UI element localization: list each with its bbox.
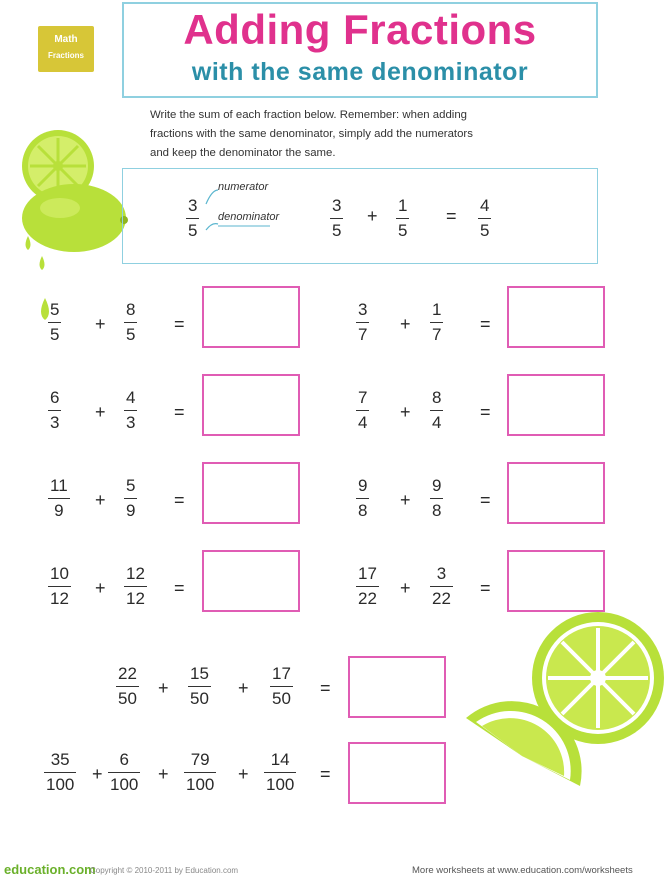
denominator: 5	[188, 221, 198, 240]
numerator: 35	[50, 750, 70, 769]
example-fraction-b	[396, 196, 409, 241]
numerator: 12	[126, 564, 145, 583]
numerator: 6	[50, 388, 60, 407]
denominator: 100	[186, 775, 215, 794]
numerator: 7	[358, 388, 368, 407]
numerator: 9	[432, 476, 442, 495]
numerator: 10	[50, 564, 69, 583]
fraction	[124, 564, 147, 609]
fraction-bar	[188, 686, 211, 687]
denominator: 50	[272, 689, 291, 708]
denominator: 9	[126, 501, 136, 520]
education-logo[interactable]: education.com	[4, 862, 96, 877]
fraction-bar	[48, 586, 71, 587]
fraction-bar	[48, 410, 61, 411]
denominator: 8	[432, 501, 442, 520]
fraction	[430, 564, 453, 609]
answer-box[interactable]	[507, 286, 605, 348]
denominator: 3	[126, 413, 136, 432]
numerator: 5	[50, 300, 60, 319]
fraction-bar	[330, 218, 343, 219]
numerator: 9	[358, 476, 368, 495]
fraction	[430, 388, 443, 433]
fraction	[116, 664, 139, 709]
denominator: 4	[358, 413, 368, 432]
answer-box[interactable]	[202, 374, 300, 436]
fraction-bar	[48, 322, 61, 323]
plus-sign: +	[95, 490, 106, 510]
fraction-bar	[478, 218, 491, 219]
fraction	[356, 388, 369, 433]
numerator: 15	[190, 664, 209, 683]
denominator: 12	[50, 589, 69, 608]
denominator: 100	[46, 775, 75, 794]
equals-sign: =	[174, 314, 185, 334]
answer-box[interactable]	[348, 742, 446, 804]
answer-box[interactable]	[507, 550, 605, 612]
denominator: 3	[50, 413, 60, 432]
numerator: 3	[358, 300, 368, 319]
equals-sign: =	[174, 490, 185, 510]
fraction-bar	[430, 498, 443, 499]
fraction	[108, 750, 140, 795]
example-sample-fraction	[186, 196, 199, 241]
fraction-bar	[430, 586, 453, 587]
numerator: 8	[432, 388, 442, 407]
fraction	[48, 476, 70, 521]
fraction	[430, 300, 443, 345]
denominator: 50	[190, 689, 209, 708]
fraction	[356, 564, 379, 609]
equals-sign: =	[480, 314, 491, 334]
example-result-fraction	[478, 196, 491, 241]
equals-sign: =	[480, 578, 491, 598]
plus-sign: +	[95, 578, 106, 598]
fraction	[356, 476, 369, 521]
denominator: 9	[54, 501, 64, 520]
lime-bottom-right-illustration	[462, 606, 672, 826]
fraction-bar	[356, 410, 369, 411]
fraction-bar	[124, 586, 147, 587]
plus-sign: +	[400, 402, 411, 422]
denominator: 100	[266, 775, 295, 794]
answer-box[interactable]	[348, 656, 446, 718]
fraction	[430, 476, 443, 521]
numerator: 14	[270, 750, 290, 769]
instructions	[150, 106, 530, 163]
numerator: 4	[126, 388, 136, 407]
fraction	[48, 300, 61, 345]
fraction-bar	[430, 410, 443, 411]
numerator: 4	[480, 196, 490, 215]
numerator: 5	[126, 476, 136, 495]
equals-sign: =	[174, 402, 185, 422]
plus-sign: +	[400, 578, 411, 598]
plus-sign: +	[95, 314, 106, 334]
denominator: 5	[398, 221, 408, 240]
fraction-bar	[108, 772, 140, 773]
denominator: 5	[50, 325, 60, 344]
fraction-bar	[356, 322, 369, 323]
badge-line-1: Math	[54, 34, 78, 45]
denominator: 4	[432, 413, 442, 432]
fraction-bar	[124, 410, 137, 411]
denominator: 100	[110, 775, 139, 794]
fraction-bar	[186, 218, 199, 219]
answer-box[interactable]	[202, 286, 300, 348]
plus-sign: +	[238, 678, 249, 698]
fraction	[48, 388, 61, 433]
page-subtitle: with the same denominator	[191, 58, 529, 86]
denominator: 5	[480, 221, 490, 240]
plus-sign: +	[238, 764, 249, 784]
example-fraction-a	[330, 196, 343, 241]
numerator: 6	[119, 750, 129, 769]
numerator: 17	[358, 564, 377, 583]
denominator: 5	[126, 325, 136, 344]
equals-sign: =	[320, 764, 331, 784]
fraction-bar	[48, 498, 70, 499]
numerator: 1	[432, 300, 442, 319]
fraction	[124, 476, 137, 521]
numerator-label: numerator	[218, 181, 269, 193]
numerator: 3	[436, 564, 447, 583]
plus-sign: +	[95, 402, 106, 422]
numerator: 17	[272, 664, 291, 683]
instructions-line-1: Write the sum of each fraction below. Remember: when adding	[150, 109, 467, 121]
fraction	[188, 664, 211, 709]
answer-box[interactable]	[507, 462, 605, 524]
page-title: Adding Fractions	[183, 6, 537, 53]
fraction-bar	[270, 686, 293, 687]
copyright-text: Copyright © 2010-2011 by Education.com	[90, 866, 239, 875]
plus-sign: +	[400, 490, 411, 510]
denominator: 12	[126, 589, 145, 608]
equals-sign: =	[480, 402, 491, 422]
numerator: 11	[50, 476, 68, 495]
fraction	[184, 750, 216, 795]
fraction	[356, 300, 369, 345]
plus-sign: +	[158, 764, 169, 784]
instructions-line-2: fractions with the same denominator, simply add the numerators	[150, 128, 473, 140]
numerator: 79	[190, 750, 210, 769]
fraction	[264, 750, 296, 795]
equals-sign: =	[174, 578, 185, 598]
equals-sign: =	[446, 206, 457, 226]
fraction-bar	[430, 322, 443, 323]
fraction	[44, 750, 76, 795]
plus-sign: +	[367, 206, 378, 226]
plus-sign: +	[158, 678, 169, 698]
fraction	[270, 664, 293, 709]
denominator: 5	[332, 221, 342, 240]
denominator: 7	[358, 325, 368, 344]
numerator: 1	[398, 196, 408, 215]
denominator: 8	[358, 501, 368, 520]
fraction	[124, 388, 137, 433]
fraction-bar	[184, 772, 216, 773]
plus-sign: +	[400, 314, 411, 334]
denominator: 22	[358, 589, 377, 608]
equals-sign: =	[320, 678, 331, 698]
denominator: 50	[118, 689, 137, 708]
equals-sign: =	[480, 490, 491, 510]
fraction	[124, 300, 137, 345]
more-worksheets-link[interactable]: More worksheets at www.education.com/worksheets	[412, 865, 633, 876]
denominator: 7	[432, 325, 442, 344]
fraction-bar	[44, 772, 76, 773]
badge-line-2: Fractions	[47, 51, 84, 60]
subject-badge	[38, 26, 94, 72]
numerator: 8	[126, 300, 136, 319]
instructions-line-3: and keep the denominator the same.	[150, 147, 336, 159]
fraction-bar	[264, 772, 296, 773]
fraction	[48, 564, 71, 609]
fraction-bar	[124, 322, 137, 323]
answer-box[interactable]	[507, 374, 605, 436]
lime-top-left-illustration	[0, 128, 140, 328]
fraction-bar	[124, 498, 137, 499]
fraction-bar	[116, 686, 139, 687]
answer-box[interactable]	[202, 550, 300, 612]
denominator-label: denominator	[218, 211, 280, 223]
numerator: 3	[188, 196, 198, 215]
fraction-bar	[356, 498, 369, 499]
numerator: 22	[118, 664, 137, 683]
answer-box[interactable]	[202, 462, 300, 524]
plus-sign: +	[92, 764, 103, 784]
denominator: 22	[432, 589, 451, 608]
fraction-bar	[396, 218, 409, 219]
numerator: 3	[332, 196, 342, 215]
fraction-bar	[356, 586, 379, 587]
